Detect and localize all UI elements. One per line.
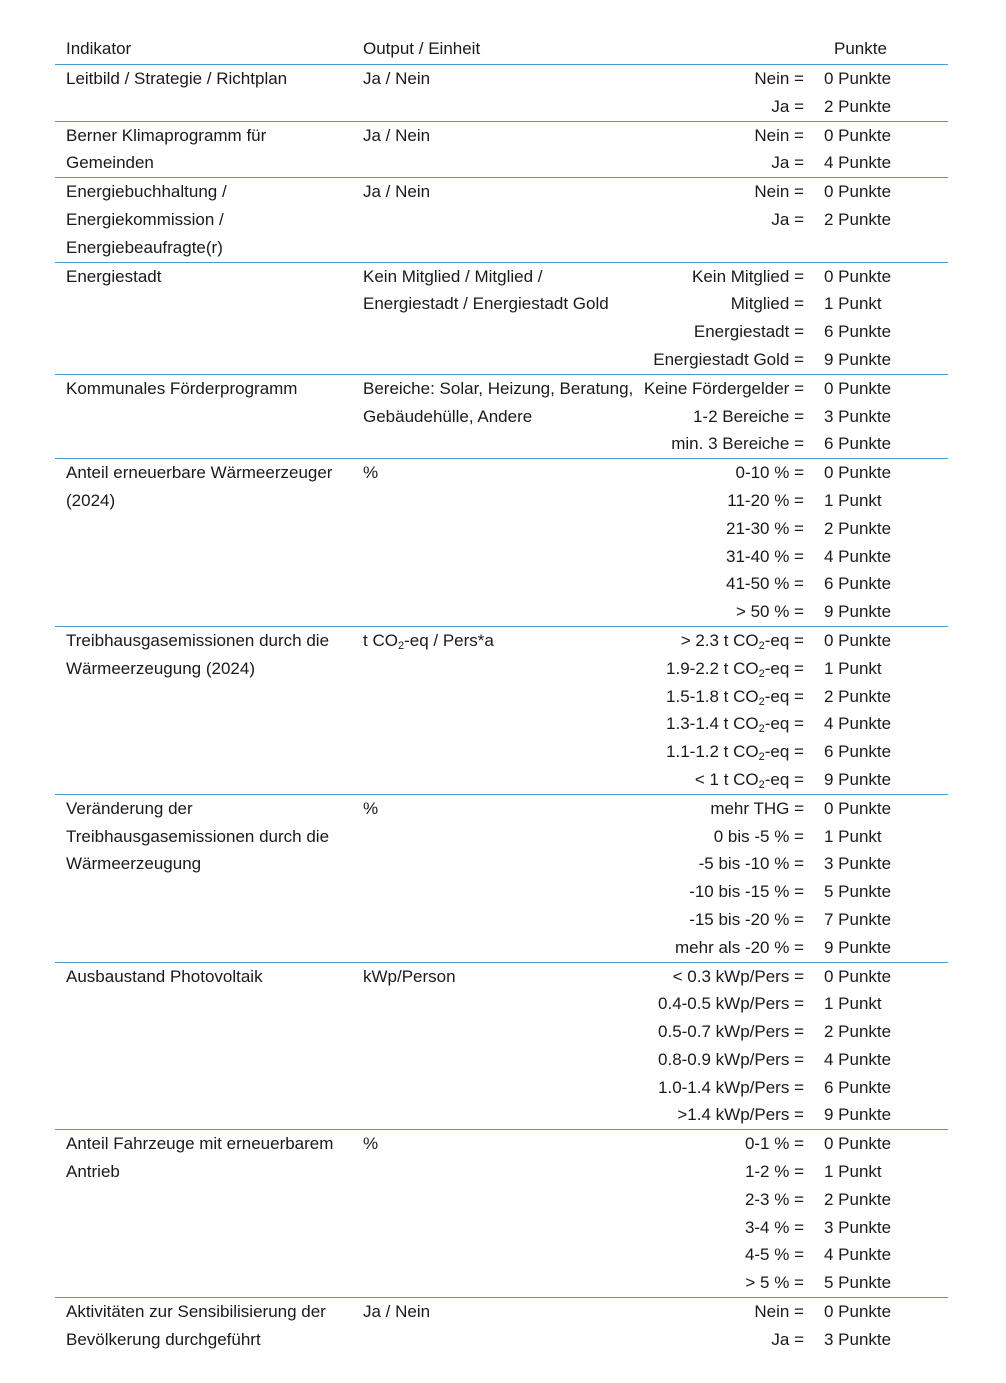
table-body: [55, 65, 948, 1354]
score-condition: [642, 766, 824, 794]
score-line: [642, 598, 948, 626]
score-condition: Energiestadt =: [693, 322, 804, 342]
condition-text: 1.3-1.4 t CO: [666, 714, 759, 734]
table-row: [55, 375, 948, 459]
score-line: [642, 178, 948, 206]
table-row: [55, 65, 948, 122]
score-condition: 3-4 % =: [744, 1217, 804, 1237]
score-line: [642, 346, 948, 374]
score-condition: Energiestadt Gold =: [653, 349, 804, 369]
condition-subscript: 2: [758, 778, 765, 791]
score-line: [642, 1158, 948, 1186]
indicator-table: [55, 34, 948, 1354]
score-line: [642, 766, 948, 794]
indicator-cell: Energiebuchhaltung / Energiekommission / Energiebeaufragte(r): [66, 182, 227, 257]
condition-text: 1.9-2.2 t CO: [666, 658, 759, 678]
condition-text: -eq =: [764, 630, 804, 650]
score-line: [642, 1101, 948, 1129]
score-condition: 41-50 % =: [726, 574, 804, 594]
condition-text: > 2.3 t CO: [680, 630, 759, 650]
score-points: 6 Punkte: [824, 322, 892, 342]
score-cell: [642, 795, 948, 962]
score-condition: 1-2 % =: [744, 1162, 804, 1182]
score-points: 6 Punkte: [824, 574, 892, 594]
score-points: 4 Punkte: [824, 1245, 892, 1265]
score-line: [642, 403, 948, 431]
score-condition: [642, 710, 824, 738]
condition-subscript: 2: [758, 639, 765, 652]
score-line: [642, 878, 948, 906]
score-line: [642, 206, 948, 234]
score-points: 2 Punkte: [824, 1189, 892, 1209]
score-condition: 0.8-0.9 kWp/Pers =: [658, 1049, 804, 1069]
output-text: -eq / Pers*a: [404, 630, 494, 650]
score-points: 6 Punkte: [824, 1077, 892, 1097]
condition-text: -eq =: [764, 769, 804, 789]
score-line: [642, 655, 948, 683]
score-points: 7 Punkte: [824, 909, 892, 929]
score-points: 2 Punkte: [824, 96, 892, 116]
score-points: 1 Punkt: [824, 294, 882, 314]
condition-text: < 1 t CO: [694, 769, 759, 789]
score-points: 1 Punkt: [824, 1162, 882, 1182]
indicator-cell: Veränderung der Treibhausgasemissionen durch die Wärmeerzeugung: [66, 798, 330, 874]
score-points: 2 Punkte: [824, 209, 892, 229]
score-line: [642, 1214, 948, 1242]
score-points: 5 Punkte: [824, 1273, 892, 1293]
score-points: 0 Punkte: [824, 1134, 892, 1154]
score-line: [642, 990, 948, 1018]
table-row: [55, 627, 948, 795]
indicator-cell: Berner Klimaprogramm für Gemeinden: [66, 125, 267, 173]
score-condition: < 0.3 kWp/Pers =: [672, 966, 804, 986]
score-points: 3 Punkte: [824, 1217, 892, 1237]
output-cell: Bereiche: Solar, Heizung, Beratung, Gebäudehülle, Andere: [363, 378, 634, 426]
score-points: 9 Punkte: [824, 769, 892, 789]
score-line: [642, 318, 948, 346]
score-condition: Kein Mitglied =: [692, 266, 804, 286]
output-cell: kWp/Person: [363, 966, 456, 986]
score-condition: 1-2 Bereiche =: [692, 406, 804, 426]
output-cell: %: [363, 798, 379, 818]
score-condition: Ja =: [771, 1329, 804, 1349]
score-points: 9 Punkte: [824, 1105, 892, 1125]
score-points: 9 Punkte: [824, 349, 892, 369]
score-condition: Keine Fördergelder =: [643, 378, 804, 398]
score-condition: -15 bis -20 % =: [689, 909, 804, 929]
output-cell: Ja / Nein: [363, 182, 431, 202]
score-points: 4 Punkte: [824, 546, 892, 566]
score-points: 0 Punkte: [824, 125, 892, 145]
score-points: 0 Punkte: [824, 1302, 892, 1322]
score-line: [642, 93, 948, 121]
score-points: 1 Punkt: [824, 490, 882, 510]
score-points: 9 Punkte: [824, 602, 892, 622]
score-cell: [642, 459, 948, 626]
condition-text: 1.5-1.8 t CO: [666, 686, 759, 706]
score-cell: [642, 122, 948, 178]
score-points: 9 Punkte: [824, 937, 892, 957]
score-line: [642, 683, 948, 711]
table-header: [55, 34, 948, 65]
score-points: 0 Punkte: [824, 630, 892, 650]
score-condition: 0-10 % =: [735, 463, 804, 483]
score-condition: > 50 % =: [735, 602, 804, 622]
score-points: 0 Punkte: [824, 798, 892, 818]
score-points: 0 Punkte: [824, 266, 892, 286]
indicator-cell: Leitbild / Strategie / Richtplan: [66, 69, 288, 88]
score-points: 6 Punkte: [824, 742, 892, 762]
indicator-cell: Energiestadt: [66, 266, 162, 286]
score-cell: [642, 375, 948, 458]
score-condition: Nein =: [754, 69, 804, 88]
header-output: Output / Einheit: [363, 39, 481, 58]
score-cell: [642, 1298, 948, 1354]
score-condition: 2-3 % =: [744, 1189, 804, 1209]
score-condition: 0-1 % =: [744, 1134, 804, 1154]
score-points: 1 Punkt: [824, 826, 882, 846]
score-line: [642, 1046, 948, 1074]
condition-text: 1.1-1.2 t CO: [666, 742, 759, 762]
score-line: [642, 1018, 948, 1046]
score-condition: 4-5 % =: [744, 1245, 804, 1265]
score-line: [642, 710, 948, 738]
score-points: 5 Punkte: [824, 882, 892, 902]
score-condition: Nein =: [754, 125, 804, 145]
indicator-cell: Kommunales Förderprogramm: [66, 378, 298, 398]
score-points: 4 Punkte: [824, 714, 892, 734]
indicator-cell: Ausbaustand Photovoltaik: [66, 966, 263, 986]
score-condition: [642, 738, 824, 766]
condition-text: -eq =: [764, 658, 804, 678]
score-line: [642, 1186, 948, 1214]
score-condition: Nein =: [754, 182, 804, 202]
score-line: [642, 1074, 948, 1102]
score-condition: Ja =: [771, 209, 804, 229]
score-line: [642, 122, 948, 150]
score-line: [642, 963, 948, 991]
score-points: 3 Punkte: [824, 854, 892, 874]
score-points: 2 Punkte: [824, 518, 892, 538]
condition-subscript: 2: [758, 751, 765, 764]
indicator-cell: Treibhausgasemissionen durch die Wärmeerzeugung (2024): [66, 630, 330, 678]
score-cell: [642, 178, 948, 261]
condition-subscript: 2: [758, 695, 765, 708]
score-points: 2 Punkte: [824, 1022, 892, 1042]
table-row: [55, 963, 948, 1131]
output-cell: %: [363, 463, 379, 483]
output-text: t CO: [363, 630, 398, 650]
table-row: [55, 1130, 948, 1298]
score-line: [642, 1269, 948, 1297]
score-points: 4 Punkte: [824, 1049, 892, 1069]
output-cell: Ja / Nein: [363, 69, 431, 88]
score-line: [642, 1130, 948, 1158]
output-subscript: 2: [397, 639, 405, 652]
score-condition: Nein =: [754, 1302, 804, 1322]
score-line: [642, 795, 948, 823]
score-condition: 0.5-0.7 kWp/Pers =: [658, 1022, 804, 1042]
indicator-cell: Anteil Fahrzeuge mit erneuerbarem Antrieb: [66, 1134, 334, 1182]
score-condition: > 5 % =: [745, 1273, 804, 1293]
score-points: 4 Punkte: [824, 153, 892, 173]
score-points: 0 Punkte: [824, 182, 892, 202]
table-row: [55, 263, 948, 375]
score-condition: Ja =: [771, 96, 804, 116]
score-condition: -5 bis -10 % =: [698, 854, 804, 874]
score-cell: [642, 1130, 948, 1297]
score-condition: >1.4 kWp/Pers =: [677, 1105, 804, 1125]
score-points: 0 Punkte: [824, 463, 892, 483]
score-condition: 0.4-0.5 kWp/Pers =: [658, 994, 804, 1014]
condition-text: -eq =: [764, 714, 804, 734]
indicator-cell: Anteil erneuerbare Wärmeerzeuger (2024): [66, 463, 333, 510]
score-condition: -10 bis -15 % =: [689, 882, 804, 902]
score-cell: [642, 963, 948, 1130]
score-points: 3 Punkte: [824, 1329, 892, 1349]
score-points: 6 Punkte: [824, 434, 892, 454]
score-cell: [642, 65, 948, 121]
score-line: [642, 375, 948, 403]
score-line: [642, 1326, 948, 1354]
score-condition: Ja =: [771, 153, 804, 173]
score-points: 3 Punkte: [824, 406, 892, 426]
score-points: 2 Punkte: [824, 686, 892, 706]
score-line: [642, 850, 948, 878]
output-cell: Ja / Nein: [363, 125, 431, 145]
score-points: 0 Punkte: [824, 378, 892, 398]
output-cell: Ja / Nein: [363, 1302, 431, 1322]
condition-subscript: 2: [758, 667, 765, 680]
score-line: [642, 149, 948, 177]
score-points: 1 Punkt: [824, 658, 882, 678]
table-row: [55, 795, 948, 963]
score-points: 0 Punkte: [824, 69, 892, 88]
output-cell: Kein Mitglied / Mitglied / Energiestadt / Energiestadt Gold: [363, 266, 609, 314]
table-row: [55, 1298, 948, 1354]
score-line: [642, 906, 948, 934]
score-line: [642, 430, 948, 458]
score-condition: mehr THG =: [710, 798, 804, 818]
score-condition: Mitglied =: [730, 294, 804, 314]
score-condition: min. 3 Bereiche =: [671, 434, 804, 454]
header-points: Punkte: [834, 39, 887, 58]
score-condition: 31-40 % =: [726, 546, 804, 566]
table-row: [55, 459, 948, 627]
score-condition: [642, 655, 824, 683]
score-condition: [642, 683, 824, 711]
score-line: [642, 65, 948, 93]
table-row: [55, 122, 948, 179]
output-cell: [352, 627, 642, 794]
indicator-cell: Aktivitäten zur Sensibilisierung der Bevölkerung durchgeführt: [66, 1302, 326, 1349]
score-condition: 0 bis -5 % =: [713, 826, 804, 846]
score-condition: 1.0-1.4 kWp/Pers =: [658, 1077, 804, 1097]
condition-text: -eq =: [764, 686, 804, 706]
score-condition: mehr als -20 % =: [675, 937, 804, 957]
score-line: [642, 570, 948, 598]
score-condition: 21-30 % =: [726, 518, 804, 538]
score-line: [642, 487, 948, 515]
score-line: [642, 627, 948, 655]
score-line: [642, 515, 948, 543]
score-line: [642, 459, 948, 487]
score-line: [642, 1298, 948, 1326]
score-points: 0 Punkte: [824, 966, 892, 986]
score-line: [642, 263, 948, 291]
score-cell: [642, 263, 948, 374]
output-cell: %: [363, 1134, 379, 1154]
score-cell: [642, 627, 948, 794]
score-line: [642, 543, 948, 571]
score-condition: 11-20 % =: [727, 490, 804, 510]
score-line: [642, 738, 948, 766]
score-condition: [642, 627, 824, 655]
score-line: [642, 290, 948, 318]
score-points: 1 Punkt: [824, 994, 882, 1014]
score-line: [642, 934, 948, 962]
condition-subscript: 2: [758, 723, 765, 736]
table-row: [55, 178, 948, 262]
header-indicator: Indikator: [66, 39, 132, 58]
condition-text: -eq =: [764, 742, 804, 762]
score-line: [642, 823, 948, 851]
score-line: [642, 1241, 948, 1269]
